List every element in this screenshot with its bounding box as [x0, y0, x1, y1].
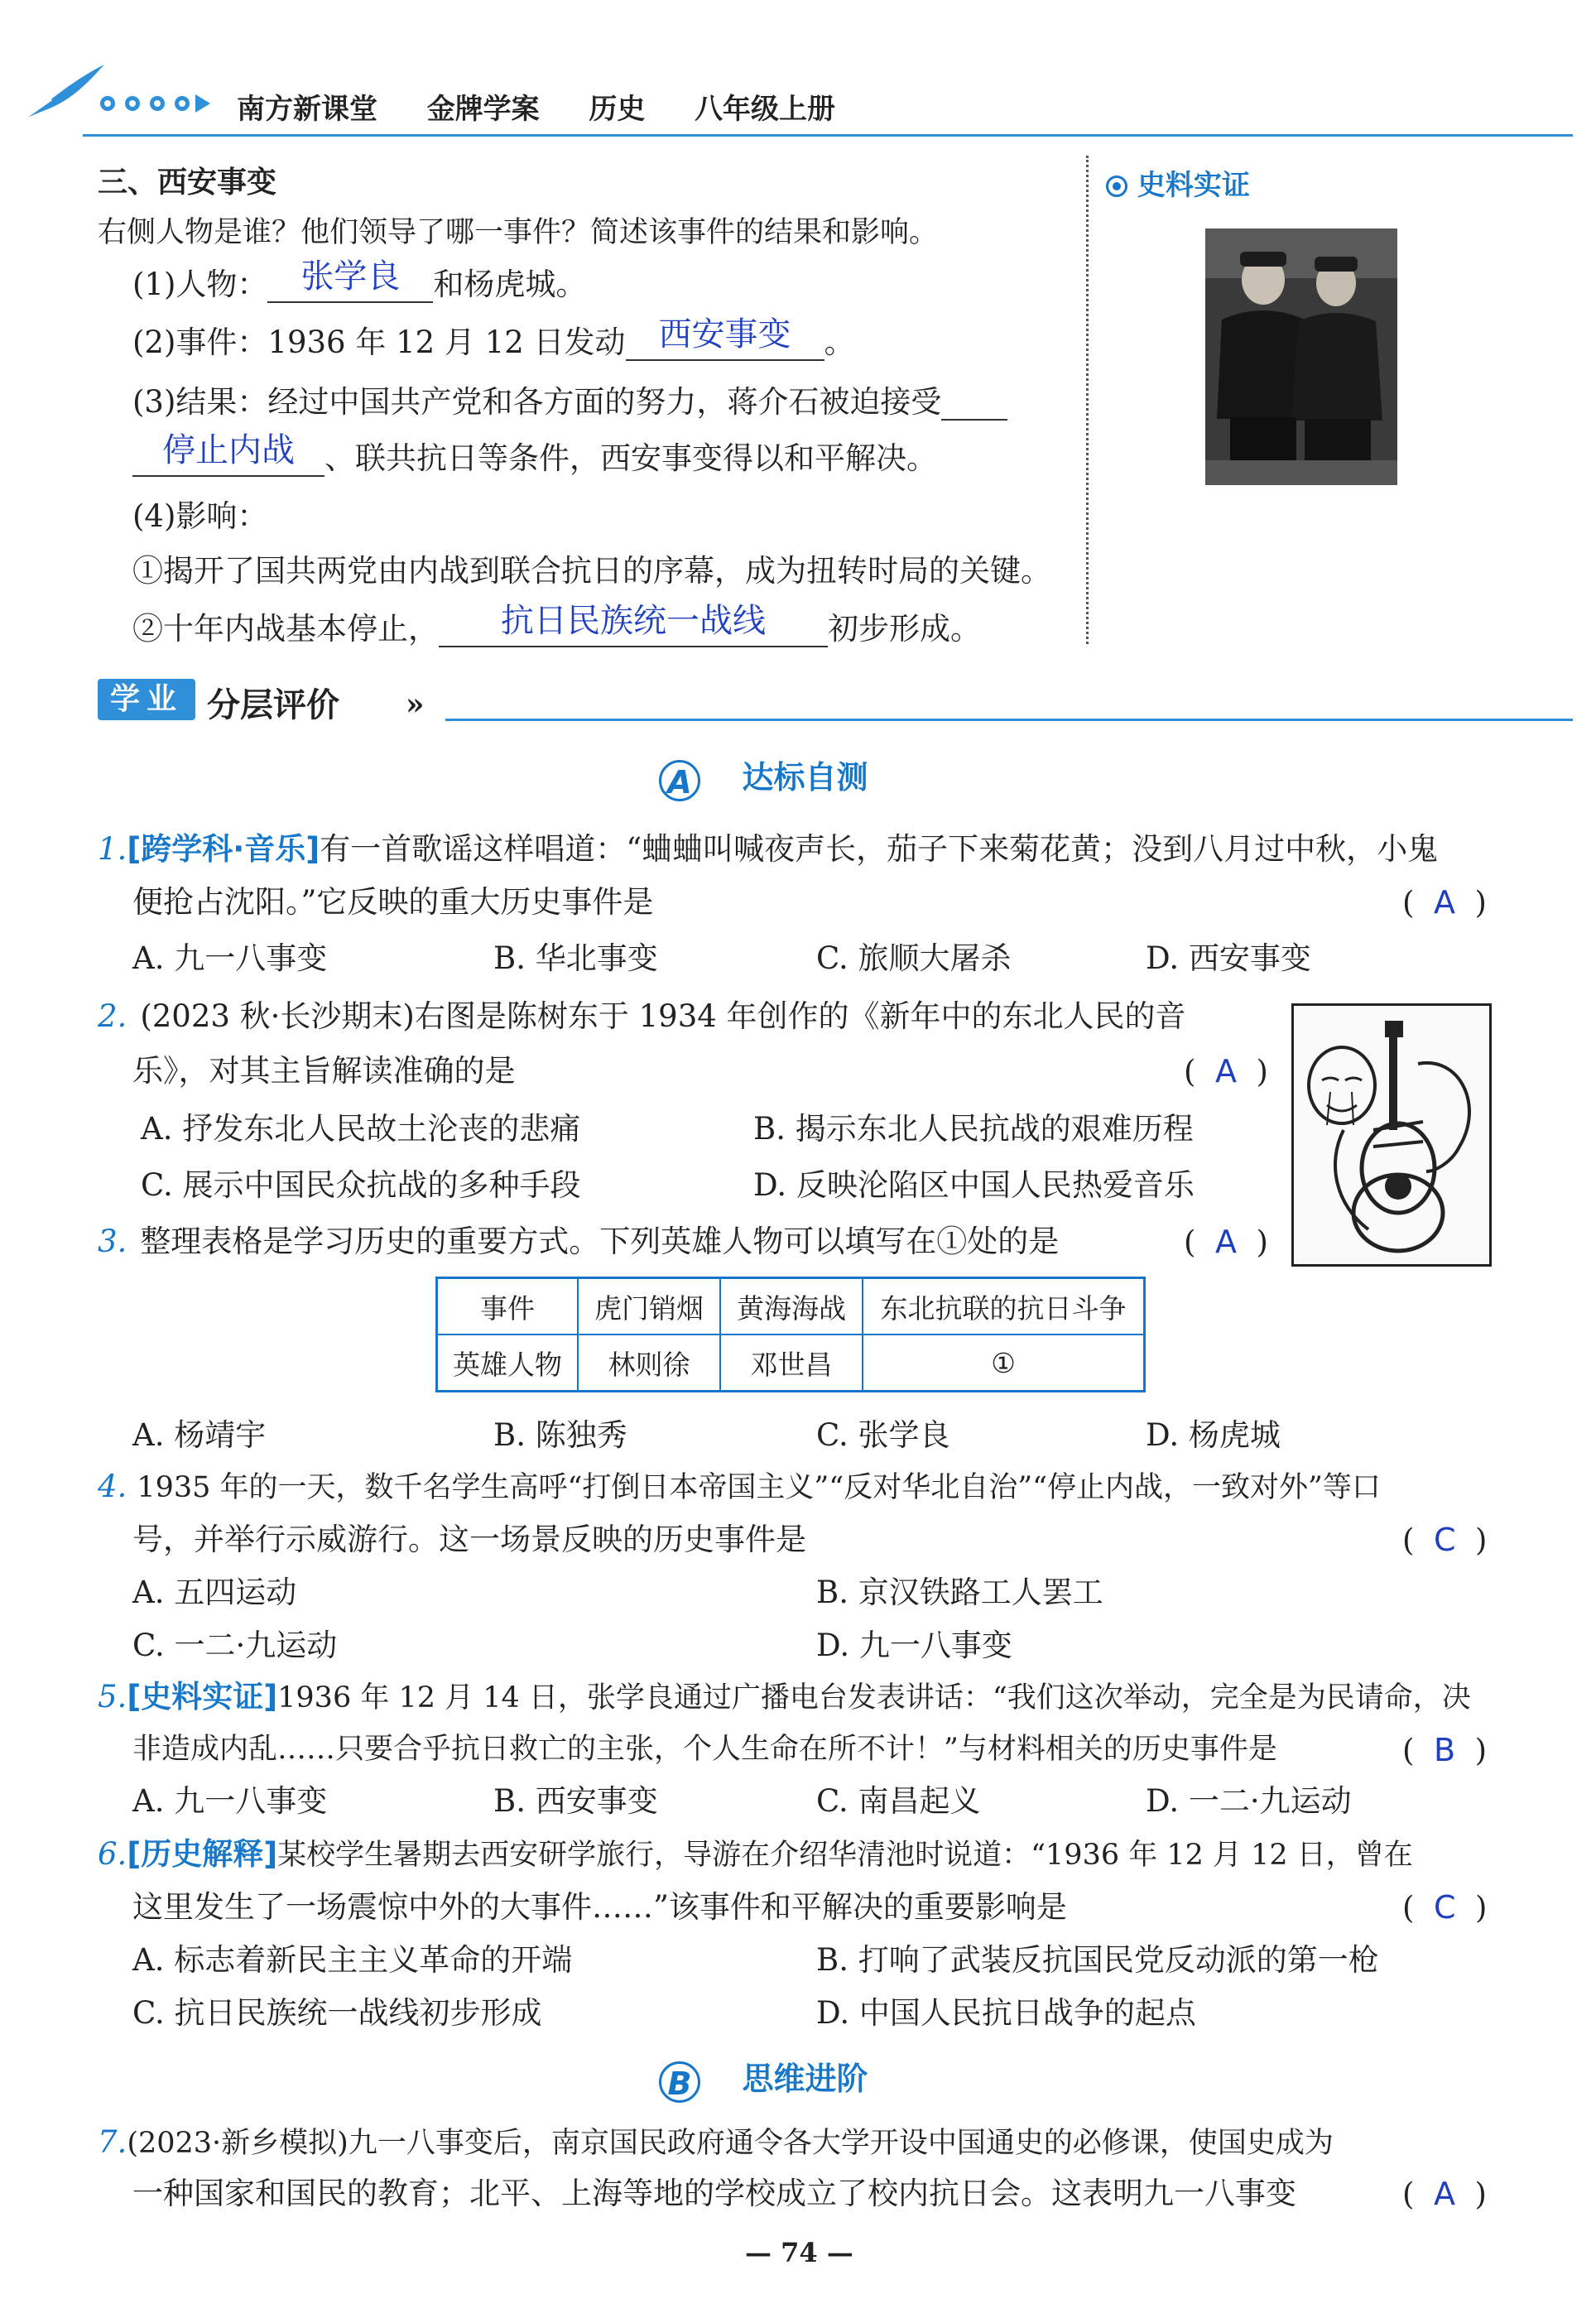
table-cell: ①: [863, 1335, 1145, 1392]
q1-option-b: B. 华北事变: [493, 940, 658, 976]
part-a-title: 达标自测: [742, 759, 868, 796]
q4-option-c: C. 一二·九运动: [132, 1628, 338, 1663]
answer-paren-2: ( A ): [1184, 1053, 1268, 1089]
part-a-heading: [659, 752, 868, 801]
section-title: 三、西安事变: [98, 166, 277, 200]
hero-table: [435, 1277, 1146, 1392]
q2-option-c: C. 展示中国民众抗战的多种手段: [141, 1167, 581, 1203]
item-1: (1)人物： 张学良 和杨虎城。: [132, 257, 587, 302]
question-tag: [史料实证]: [127, 1679, 278, 1714]
header-logo: [18, 58, 109, 124]
woodcut-illustration: [1291, 1003, 1492, 1267]
handwritten-answer: 张学良: [300, 257, 401, 296]
header-subject: 历史: [589, 93, 646, 126]
banner: [98, 676, 1573, 725]
table-cell: 事件: [437, 1278, 579, 1335]
q6-option-c: C. 抗日民族统一战线初步形成: [132, 1995, 542, 2031]
header-series: 金牌学案: [426, 93, 540, 126]
answer-blank-1: [267, 257, 433, 303]
table-cell: 虎门销烟: [578, 1278, 720, 1335]
target-icon: [1106, 176, 1127, 197]
q2-option-a: A. 抒发东北人民故土沦丧的悲痛: [141, 1111, 581, 1147]
question-2: 2. (2023 秋·长沙期末)右图是陈树东于 1934 年创作的《新年中的东北人民的音: [98, 998, 1186, 1034]
question-tag: [历史解释]: [127, 1836, 278, 1872]
question-5: 5.[史料实证]1936 年 12 月 14 日，张学良通过广播电台发表讲话：“我们这次举动，完全是为民请命，决: [98, 1679, 1471, 1714]
q5-option-d: D. 一二·九运动: [1146, 1783, 1352, 1819]
historical-photo: [1205, 228, 1397, 485]
item-4: (4)影响：: [132, 498, 268, 534]
question-5-line2: 非造成内乱……只要合乎抗日救亡的主张，个人生命在所不计！”与材料相关的历史事件是: [132, 1733, 1277, 1766]
table-cell: 林则徐: [578, 1335, 720, 1392]
answer-paren-3: ( A ): [1184, 1224, 1268, 1260]
item-3: (3)结果：经过中国共产党和各方面的努力，蒋介石被迫接受: [132, 384, 1007, 421]
q5-option-b: B. 西安事变: [493, 1783, 658, 1819]
handwritten-answer: 抗日民族统一战线: [501, 602, 766, 641]
q1-option-d: D. 西安事变: [1146, 940, 1311, 976]
q6-option-a: A. 标志着新民主主义革命的开端: [132, 1942, 573, 1978]
header-grade: 八年级上册: [695, 93, 836, 126]
q4-option-a: A. 五四运动: [132, 1575, 297, 1610]
q4-option-d: D. 九一八事变: [816, 1628, 1012, 1663]
answer-paren-1: ( A ): [1402, 884, 1487, 921]
q6-option-d: D. 中国人民抗日战争的起点: [816, 1995, 1196, 2031]
question-2-line2: 乐》，对其主旨解读准确的是: [132, 1053, 516, 1089]
q5-option-a: A. 九一八事变: [132, 1783, 328, 1819]
answer-blank-2: [626, 315, 824, 361]
q2-option-d: D. 反映沦陷区中国人民热爱音乐: [753, 1167, 1195, 1203]
q3-option-b: B. 陈独秀: [493, 1417, 627, 1453]
handwritten-answer: 停止内战: [162, 431, 295, 470]
header-rule: [83, 134, 1573, 137]
q3-option-d: D. 杨虎城: [1146, 1417, 1281, 1453]
question-6: 6.[历史解释]某校学生暑期去西安研学旅行，导游在介绍华清池时说道：“1936 年 12 月 12 日，曾在: [98, 1836, 1413, 1872]
part-b-letter: B: [659, 2061, 700, 2103]
answer-paren-7: ( A ): [1402, 2176, 1487, 2212]
q1-option-c: C. 旅顺大屠杀: [816, 940, 1012, 976]
sidebar-heading: 史料实证: [1106, 162, 1250, 203]
quill-icon: [18, 58, 109, 124]
table-cell: 邓世昌: [720, 1335, 863, 1392]
table-cell: 东北抗联的抗日斗争: [863, 1278, 1145, 1335]
banner-badge: 学业: [98, 679, 195, 720]
table-cell: 黄海海战: [720, 1278, 863, 1335]
question-6-line2: 这里发生了一场震惊中外的大事件……”该事件和平解决的重要影响是: [132, 1889, 1067, 1925]
q3-option-c: C. 张学良: [816, 1417, 950, 1453]
answer-paren-4: ( C ): [1402, 1522, 1488, 1558]
impact-2: ②十年内战基本停止， 抗日民族统一战线 初步形成。: [132, 602, 981, 647]
answer-blank-3: [132, 431, 324, 477]
question-7: 7.(2023·新乡模拟)九一八事变后，南京国民政府通令各大学开设中国通史的必修课，使国史成为: [98, 2124, 1334, 2160]
q2-option-b: B. 揭示东北人民抗战的艰难历程: [753, 1111, 1194, 1147]
q4-option-b: B. 京汉铁路工人罢工: [816, 1575, 1103, 1610]
impact-1: ①揭开了国共两党由内战到联合抗日的序幕，成为扭转时局的关键。: [132, 553, 1051, 589]
q6-option-b: B. 打响了武装反抗国民党反动派的第一枪: [816, 1942, 1379, 1978]
header-dots: [98, 91, 214, 119]
page-number: — 74 —: [745, 2237, 853, 2268]
handwritten-answer: 西安事变: [658, 315, 791, 354]
answer-blank-4: [439, 602, 828, 647]
table-row: [437, 1278, 1145, 1335]
column-divider: [1086, 156, 1089, 644]
q3-option-a: A. 杨靖宇: [132, 1417, 267, 1453]
table-row: [437, 1335, 1145, 1392]
part-b-title: 思维进阶: [742, 2061, 868, 2097]
question-4-line2: 号，并举行示威游行。这一场景反映的历史事件是: [132, 1522, 806, 1557]
section-prompt: 右侧人物是谁？他们领导了哪一事件？简述该事件的结果和影响。: [98, 216, 939, 249]
q5-option-c: C. 南昌起义: [816, 1783, 981, 1819]
banner-title: 分层评价: [207, 686, 339, 724]
banner-arrows: »: [406, 687, 425, 722]
answer-paren-5: ( B ): [1402, 1732, 1488, 1768]
part-b-heading: [659, 2053, 868, 2103]
question-4: 4. 1935 年的一天，数千名学生高呼“打倒日本帝国主义”“反对华北自治”“停止内战，一致对外”等口: [98, 1469, 1381, 1504]
question-1: 1.[跨学科·音乐]有一首歌谣这样唱道：“蛐蛐叫喊夜声长，茄子下来菊花黄；没到八月过中秋，小鬼: [98, 831, 1439, 867]
question-3: 3. 整理表格是学习历史的重要方式。下列英雄人物可以填写在①处的是: [98, 1224, 1060, 1259]
part-a-letter: A: [659, 760, 700, 801]
q1-option-a: A. 九一八事变: [132, 940, 328, 976]
question-tag: [跨学科·音乐]: [127, 831, 320, 867]
table-cell: 英雄人物: [437, 1335, 579, 1392]
header-publisher: 南方新课堂: [237, 93, 377, 126]
banner-rule: [445, 719, 1573, 721]
question-7-line2: 一种国家和国民的教育；北平、上海等地的学校成立了校内抗日会。这表明九一八事变: [132, 2176, 1296, 2211]
item-3-cont: 停止内战 、联共抗日等条件，西安事变得以和平解决。: [132, 440, 937, 477]
answer-paren-6: ( C ): [1402, 1889, 1488, 1926]
question-1-line2: 便抢占沈阳。”它反映的重大历史事件是: [132, 884, 654, 920]
item-2: (2)事件：1936 年 12 月 12 日发动 西安事变 。: [132, 315, 855, 360]
